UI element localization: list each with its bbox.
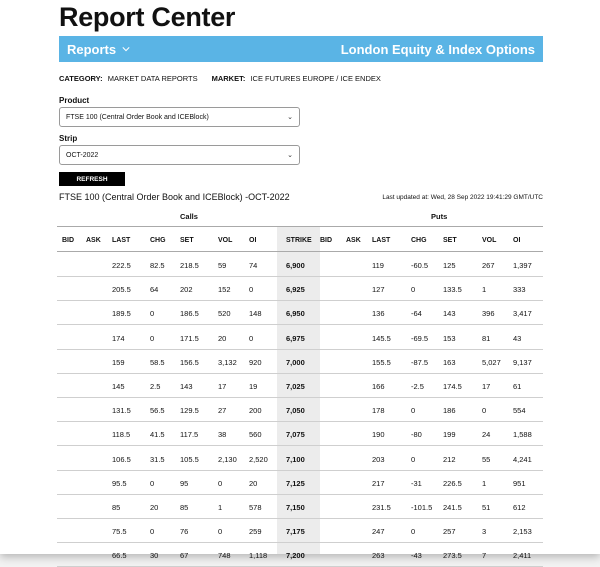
cell-strike: 6,950 bbox=[286, 309, 305, 319]
cell-calls-oi: 0 bbox=[249, 333, 254, 343]
table-row bbox=[57, 374, 543, 398]
cell-calls-set: 67 bbox=[180, 551, 189, 561]
cell-calls-last: 131.5 bbox=[112, 406, 131, 416]
cell-strike: 7,025 bbox=[286, 382, 305, 391]
cell-puts-last: 178 bbox=[372, 406, 385, 416]
reports-menu-label: Reports bbox=[67, 41, 117, 57]
reports-menu[interactable] bbox=[67, 42, 130, 57]
cell-puts-set: 257 bbox=[443, 527, 456, 537]
col-header-calls-last: LAST bbox=[112, 237, 131, 244]
table-row bbox=[57, 277, 543, 301]
cell-calls-chg: 0 bbox=[150, 478, 155, 488]
cell-calls-set: 117.5 bbox=[180, 430, 199, 440]
cell-calls-vol: 38 bbox=[218, 430, 227, 440]
col-header-calls-set: SET bbox=[180, 237, 194, 244]
cell-puts-set: 133.5 bbox=[443, 285, 462, 295]
calls-group-label: Calls bbox=[180, 212, 198, 221]
cell-calls-set: 143 bbox=[180, 382, 193, 391]
cell-calls-chg: 41.5 bbox=[150, 430, 165, 440]
cell-calls-set: 186.5 bbox=[180, 309, 199, 319]
cell-strike: 7,000 bbox=[286, 357, 305, 367]
cell-strike: 7,125 bbox=[286, 478, 305, 488]
cell-puts-oi: 4,241 bbox=[513, 454, 532, 464]
puts-group-label: Puts bbox=[431, 212, 448, 221]
cell-puts-chg: -43 bbox=[411, 551, 422, 561]
cell-calls-last: 189.5 bbox=[112, 309, 131, 319]
cell-puts-vol: 24 bbox=[482, 430, 491, 440]
cell-calls-vol: 152 bbox=[218, 285, 231, 295]
cell-puts-vol: 1 bbox=[482, 478, 487, 488]
cell-calls-oi: 2,520 bbox=[249, 454, 268, 464]
chevron-down-icon: ⌄ bbox=[287, 152, 293, 159]
cell-calls-last: 85 bbox=[112, 503, 121, 512]
category-value: MARKET DATA REPORTS bbox=[107, 74, 198, 83]
cell-calls-vol: 748 bbox=[218, 551, 231, 561]
cell-calls-oi: 74 bbox=[249, 261, 258, 270]
cell-calls-vol: 27 bbox=[218, 406, 227, 416]
cell-calls-set: 105.5 bbox=[180, 454, 199, 464]
cell-puts-chg: -101.5 bbox=[411, 503, 433, 512]
col-header-puts-chg: CHG bbox=[411, 237, 427, 244]
cell-puts-vol: 267 bbox=[482, 261, 495, 270]
cell-puts-chg: -87.5 bbox=[411, 357, 429, 367]
cell-puts-last: 190 bbox=[372, 430, 385, 440]
cell-calls-chg: 64 bbox=[150, 285, 159, 295]
cell-puts-last: 231.5 bbox=[372, 503, 391, 512]
cell-puts-oi: 2,411 bbox=[513, 551, 532, 561]
cell-puts-chg: -31 bbox=[411, 478, 422, 488]
cell-strike: 6,900 bbox=[286, 261, 305, 270]
col-header-calls-vol: VOL bbox=[218, 237, 233, 244]
col-header-calls-oi: OI bbox=[249, 237, 257, 244]
market-info bbox=[212, 74, 381, 83]
category-info bbox=[59, 74, 198, 83]
table-row bbox=[57, 350, 543, 374]
cell-calls-vol: 1 bbox=[218, 503, 223, 512]
cell-puts-last: 155.5 bbox=[372, 357, 391, 367]
cell-calls-oi: 920 bbox=[249, 357, 262, 367]
cell-puts-vol: 0 bbox=[482, 406, 487, 416]
cell-calls-set: 171.5 bbox=[180, 333, 199, 343]
cell-calls-chg: 20 bbox=[150, 503, 159, 512]
cell-puts-set: 241.5 bbox=[443, 503, 462, 512]
cell-calls-chg: 82.5 bbox=[150, 261, 165, 270]
cell-puts-set: 125 bbox=[443, 261, 456, 270]
cell-puts-last: 119 bbox=[372, 261, 384, 270]
cell-calls-last: 159 bbox=[112, 357, 125, 367]
cell-puts-chg: 0 bbox=[411, 285, 416, 295]
cell-calls-vol: 520 bbox=[218, 309, 231, 319]
refresh-button[interactable]: REFRESH bbox=[59, 172, 125, 186]
cell-puts-vol: 55 bbox=[482, 454, 491, 464]
col-header-calls-chg: CHG bbox=[150, 237, 166, 244]
cell-calls-vol: 59 bbox=[218, 261, 227, 270]
col-header-strike: STRIKE bbox=[286, 237, 312, 244]
cell-puts-oi: 61 bbox=[513, 382, 522, 391]
market-label: MARKET: bbox=[211, 74, 246, 83]
table-row bbox=[57, 398, 543, 422]
cell-calls-vol: 17 bbox=[218, 382, 227, 391]
cell-calls-oi: 20 bbox=[249, 478, 258, 488]
last-updated: Last updated at: Wed, 28 Sep 2022 19:41:29 GMT/UTC bbox=[382, 194, 543, 201]
cell-calls-vol: 0 bbox=[218, 478, 223, 488]
cell-calls-vol: 0 bbox=[218, 527, 223, 537]
cell-strike: 7,150 bbox=[286, 503, 305, 512]
cell-calls-chg: 0 bbox=[150, 333, 155, 343]
cell-puts-oi: 612 bbox=[513, 503, 526, 512]
cell-puts-chg: -69.5 bbox=[411, 333, 429, 343]
cell-calls-oi: 0 bbox=[249, 285, 254, 295]
cell-calls-last: 118.5 bbox=[112, 430, 131, 440]
cell-calls-last: 106.5 bbox=[112, 454, 131, 464]
cell-puts-set: 153 bbox=[443, 333, 456, 343]
col-header-puts-set: SET bbox=[443, 237, 457, 244]
cell-calls-oi: 578 bbox=[249, 503, 262, 512]
strip-select[interactable] bbox=[59, 145, 300, 165]
cell-calls-oi: 148 bbox=[249, 309, 262, 319]
col-header-calls-ask: ASK bbox=[86, 237, 101, 244]
cell-puts-vol: 396 bbox=[482, 309, 495, 319]
col-header-puts-ask: ASK bbox=[346, 237, 361, 244]
cell-calls-last: 145 bbox=[112, 382, 125, 391]
product-select[interactable] bbox=[59, 107, 300, 127]
cell-puts-oi: 951 bbox=[513, 478, 526, 488]
cell-puts-last: 263 bbox=[372, 551, 385, 561]
report-title: FTSE 100 (Central Order Book and ICEBlock) -OCT-2022 bbox=[59, 192, 290, 202]
table-row bbox=[57, 495, 543, 519]
cell-strike: 7,175 bbox=[286, 527, 305, 537]
cell-puts-chg: 0 bbox=[411, 454, 416, 464]
col-header-puts-vol: VOL bbox=[482, 237, 497, 244]
cell-puts-last: 145.5 bbox=[372, 333, 391, 343]
cell-puts-oi: 1,588 bbox=[513, 430, 532, 440]
cell-calls-chg: 30 bbox=[150, 551, 159, 561]
cell-puts-set: 186 bbox=[443, 406, 456, 416]
cell-strike: 6,925 bbox=[286, 285, 305, 295]
cell-calls-vol: 20 bbox=[218, 333, 227, 343]
strip-select-value: OCT-2022 bbox=[66, 151, 99, 159]
cell-puts-vol: 17 bbox=[482, 382, 491, 391]
chevron-down-icon: ⌄ bbox=[287, 114, 293, 121]
cell-calls-last: 95.5 bbox=[112, 478, 127, 488]
page-title: Report Center bbox=[59, 2, 236, 32]
cell-calls-chg: 2.5 bbox=[150, 382, 161, 391]
cell-puts-set: 226.5 bbox=[443, 478, 462, 488]
nav-section-title: London Equity & Index Options bbox=[340, 41, 535, 57]
cell-puts-set: 199 bbox=[443, 430, 456, 440]
col-header-puts-oi: OI bbox=[513, 237, 521, 244]
cell-calls-chg: 0 bbox=[150, 309, 155, 319]
table-row bbox=[57, 519, 543, 543]
cell-puts-vol: 7 bbox=[482, 551, 487, 561]
cell-puts-oi: 2,153 bbox=[513, 527, 532, 537]
cell-puts-last: 247 bbox=[372, 527, 385, 537]
cell-puts-vol: 3 bbox=[482, 527, 487, 537]
cell-calls-set: 85 bbox=[180, 503, 189, 512]
cell-calls-set: 95 bbox=[180, 478, 189, 488]
cell-calls-set: 129.5 bbox=[180, 406, 199, 416]
table-row bbox=[57, 471, 543, 495]
cell-strike: 7,075 bbox=[286, 430, 305, 440]
cell-puts-vol: 81 bbox=[482, 333, 491, 343]
cell-calls-vol: 3,132 bbox=[218, 357, 237, 367]
cell-calls-oi: 560 bbox=[249, 430, 262, 440]
cell-strike: 6,975 bbox=[286, 333, 305, 343]
cell-puts-set: 273.5 bbox=[443, 551, 462, 561]
cell-puts-set: 163 bbox=[443, 357, 456, 367]
strip-label: Strip bbox=[59, 134, 78, 143]
cell-calls-set: 202 bbox=[180, 285, 193, 295]
table-row bbox=[57, 422, 543, 446]
cell-strike: 7,200 bbox=[286, 551, 305, 561]
col-header-puts-bid: BID bbox=[320, 237, 333, 244]
cell-puts-oi: 43 bbox=[513, 333, 522, 343]
cell-calls-last: 75.5 bbox=[112, 527, 127, 537]
table-row bbox=[57, 253, 543, 277]
cell-calls-chg: 58.5 bbox=[150, 357, 165, 367]
cell-puts-vol: 5,027 bbox=[482, 357, 501, 367]
table-row bbox=[57, 326, 543, 350]
market-value: ICE FUTURES EUROPE / ICE ENDEX bbox=[250, 74, 381, 83]
chevron-down-icon bbox=[122, 45, 130, 53]
cell-puts-set: 143 bbox=[443, 309, 456, 319]
cell-puts-chg: 0 bbox=[411, 406, 416, 416]
cell-puts-oi: 3,417 bbox=[513, 309, 532, 319]
cell-puts-vol: 51 bbox=[482, 503, 491, 512]
cell-puts-chg: -60.5 bbox=[411, 261, 429, 270]
cell-calls-last: 222.5 bbox=[112, 261, 131, 270]
category-label: CATEGORY: bbox=[59, 74, 103, 83]
cell-calls-oi: 19 bbox=[249, 382, 258, 391]
cell-calls-set: 76 bbox=[180, 527, 189, 537]
cell-strike: 7,050 bbox=[286, 406, 305, 416]
product-select-value: FTSE 100 (Central Order Book and ICEBlock) bbox=[66, 113, 209, 121]
cell-puts-chg: -2.5 bbox=[411, 382, 424, 391]
cell-calls-last: 66.5 bbox=[112, 551, 127, 561]
cell-calls-oi: 1,118 bbox=[249, 551, 268, 561]
col-header-calls-bid: BID bbox=[62, 237, 75, 244]
cell-calls-chg: 0 bbox=[150, 527, 155, 537]
cell-strike: 7,100 bbox=[286, 454, 305, 464]
cell-calls-last: 174 bbox=[112, 333, 125, 343]
cell-puts-set: 212 bbox=[443, 454, 456, 464]
cell-puts-oi: 1,397 bbox=[513, 261, 532, 270]
cell-puts-oi: 333 bbox=[513, 285, 526, 295]
cell-puts-chg: 0 bbox=[411, 527, 416, 537]
cell-calls-chg: 31.5 bbox=[150, 454, 165, 464]
report-meta bbox=[59, 74, 381, 83]
cell-puts-chg: -80 bbox=[411, 430, 422, 440]
cell-puts-last: 217 bbox=[372, 478, 385, 488]
cell-calls-oi: 200 bbox=[249, 406, 262, 416]
cell-puts-vol: 1 bbox=[482, 285, 487, 295]
cell-calls-oi: 259 bbox=[249, 527, 262, 537]
cell-puts-last: 203 bbox=[372, 454, 385, 464]
cell-puts-oi: 9,137 bbox=[513, 357, 532, 367]
cell-calls-vol: 2,130 bbox=[218, 454, 237, 464]
cell-puts-set: 174.5 bbox=[443, 382, 462, 391]
cell-puts-last: 166 bbox=[372, 382, 385, 391]
product-label: Product bbox=[59, 96, 90, 105]
table-header bbox=[57, 226, 543, 252]
cell-calls-chg: 56.5 bbox=[150, 406, 165, 416]
cell-puts-last: 127 bbox=[372, 285, 385, 295]
table-row bbox=[57, 447, 543, 471]
table-row bbox=[57, 543, 543, 567]
nav-bar bbox=[59, 36, 543, 62]
cell-calls-set: 218.5 bbox=[180, 261, 199, 270]
cell-puts-oi: 554 bbox=[513, 406, 526, 416]
cell-calls-set: 156.5 bbox=[180, 357, 199, 367]
cell-calls-last: 205.5 bbox=[112, 285, 131, 295]
cell-puts-last: 136 bbox=[372, 309, 385, 319]
table-row bbox=[57, 301, 543, 325]
col-header-puts-last: LAST bbox=[372, 237, 391, 244]
cell-puts-chg: -64 bbox=[411, 309, 422, 319]
